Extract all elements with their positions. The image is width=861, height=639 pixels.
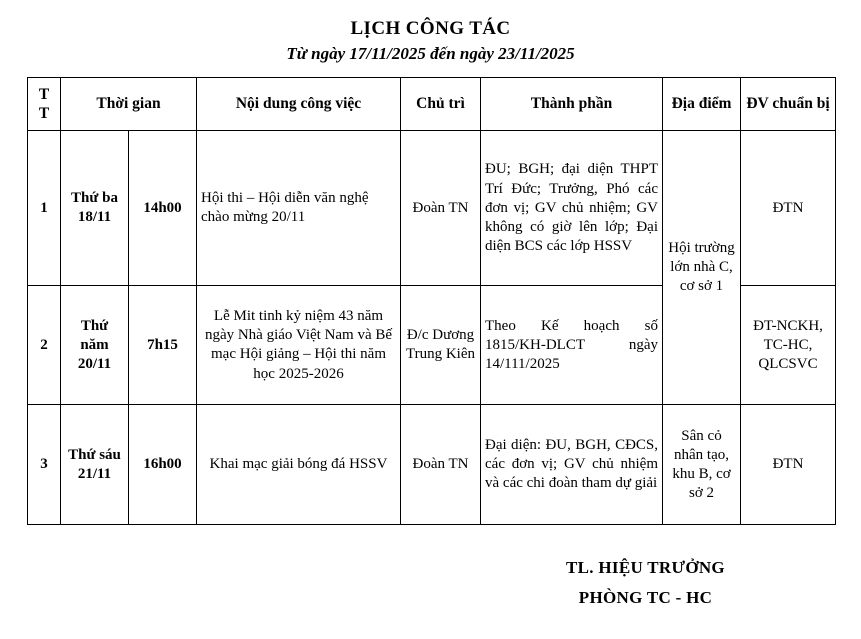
signature-block [566,553,725,613]
row-index: 2 [28,286,61,405]
column-header-tt-line2: T [38,105,50,123]
row-unit: ĐT-NCKH, TC-HC, QLCSVC [741,286,836,405]
row-index: 3 [28,405,61,525]
table-row [28,131,836,286]
row-participants: ĐU; BGH; đại diện THPT Trí Đức; Trưởng, Phó các đơn vị; GV chủ nhiệm; GV không có giờ lên lớp; Đại diện BCS các lớp HSSV [481,131,663,286]
schedule-table [27,77,836,525]
title-block [0,0,861,63]
row-chair: Đoàn TN [401,131,481,286]
column-header-content: Nội dung công việc [197,78,401,131]
column-header-tt [28,78,61,131]
row-time: 16h00 [129,405,197,525]
table-header-row [28,78,836,131]
row-day: Thứ ba 18/11 [61,131,129,286]
column-header-tt-line1: T [38,85,50,103]
column-header-unit: ĐV chuẩn bị [741,78,836,131]
schedule-table-wrapper [27,77,835,525]
row-content: Lễ Mit tinh kỷ niệm 43 năm ngày Nhà giáo Việt Nam và Bế mạc Hội giảng – Hội thi năm học 2025-2026 [197,286,401,405]
row-unit: ĐTN [741,131,836,286]
document-subtitle: Từ ngày 17/11/2025 đến ngày 23/11/2025 [286,43,575,63]
row-place: Hội trường lớn nhà C, cơ sở 1 [663,131,741,405]
document-title: LỊCH CÔNG TÁC [350,18,511,39]
footer [0,553,861,613]
column-header-chair: Chủ trì [401,78,481,131]
table-row [28,405,836,525]
row-content: Khai mạc giải bóng đá HSSV [197,405,401,525]
row-day: Thứ năm 20/11 [61,286,129,405]
row-unit: ĐTN [741,405,836,525]
column-header-place: Địa điểm [663,78,741,131]
table-body [28,131,836,525]
row-participants: Theo Kế hoạch số 1815/KH-DLCT ngày 14/111/2025 [481,286,663,405]
row-time: 7h15 [129,286,197,405]
row-participants: Đại diện: ĐU, BGH, CĐCS, các đơn vị; GV chủ nhiệm và các chi đoàn tham dự giải [481,405,663,525]
row-chair: Đoàn TN [401,405,481,525]
row-time: 14h00 [129,131,197,286]
signature-authority: TL. HIỆU TRƯỞNG [566,558,725,578]
signature-department: PHÒNG TC - HC [578,588,713,608]
table-header [28,78,836,131]
column-header-participants: Thành phần [481,78,663,131]
row-chair: Đ/c Dương Trung Kiên [401,286,481,405]
row-content: Hội thi – Hội diễn văn nghệ chào mừng 20/11 [197,131,401,286]
row-index: 1 [28,131,61,286]
column-header-time: Thời gian [61,78,197,131]
row-day: Thứ sáu 21/11 [61,405,129,525]
row-place: Sân cỏ nhân tạo, khu B, cơ sở 2 [663,405,741,525]
